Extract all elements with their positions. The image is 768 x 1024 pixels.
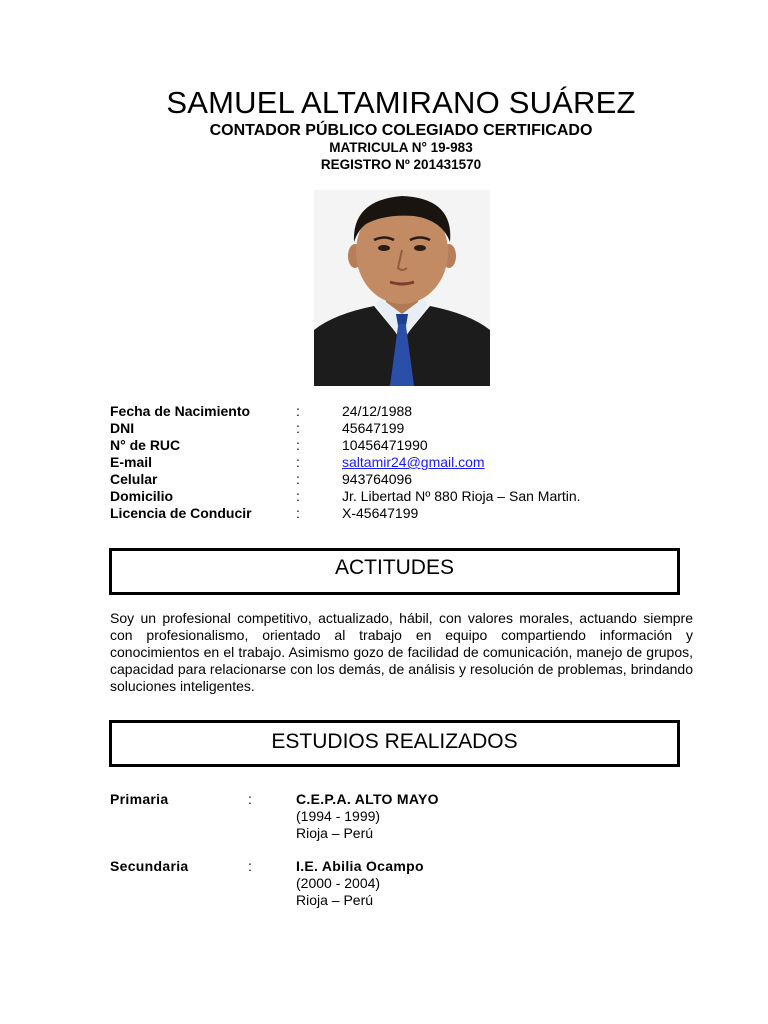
ruc-label: N° de RUC	[110, 437, 181, 453]
study-years: (1994 - 1999)	[296, 808, 381, 824]
phone-value: 943764096	[342, 471, 413, 487]
study-separator: :	[248, 791, 252, 807]
study-school: I.E. Abilia Ocampo	[296, 858, 424, 874]
birthdate-label: Fecha de Nacimiento	[110, 403, 251, 419]
info-separator: :	[296, 420, 300, 436]
ruc-value: 10456471990	[342, 437, 428, 453]
info-separator: :	[296, 454, 300, 470]
study-detail	[296, 791, 656, 842]
info-separator: :	[296, 488, 300, 504]
info-separator: :	[296, 505, 300, 521]
info-separator: :	[296, 437, 300, 453]
actitudes-heading: ACTITUDES	[109, 548, 680, 595]
dni-label: DNI	[110, 420, 135, 436]
info-row-license	[110, 505, 670, 522]
profile-photo	[314, 190, 490, 386]
actitudes-text: Soy un profesional competitivo, actualizado, hábil, con valores morales, actuando siempre con profesionalismo, orientado al trabajo en equipo compartiendo información y conocimientos en el trabajo. Asimismo gozo de facilidad de comunicación, manejo de grupos, capacidad para relacionarse con los demás, de análisis y resolución de problemas, brindando soluciones inteligentes.	[110, 610, 693, 694]
birthdate-value: 24/12/1988	[342, 403, 413, 419]
study-separator: :	[248, 858, 252, 874]
professional-title: CONTADOR PÚBLICO COLEGIADO CERTIFICADO	[209, 122, 593, 139]
study-level: Secundaria	[110, 858, 189, 874]
info-row-phone	[110, 471, 670, 488]
dni-value: 45647199	[342, 420, 405, 436]
study-detail	[296, 858, 656, 909]
info-separator: :	[296, 403, 300, 419]
study-place: Rioja – Perú	[296, 825, 374, 841]
license-value: X-45647199	[342, 505, 419, 521]
email-label: E-mail	[110, 454, 153, 470]
email-link[interactable]: saltamir24@gmail.com	[342, 454, 485, 470]
info-row-address	[110, 488, 670, 505]
phone-label: Celular	[110, 471, 158, 487]
study-years: (2000 - 2004)	[296, 875, 381, 891]
license-label: Licencia de Conducir	[110, 505, 252, 521]
estudios-heading: ESTUDIOS REALIZADOS	[109, 720, 680, 767]
address-label: Domicilio	[110, 488, 174, 504]
info-separator: :	[296, 471, 300, 487]
address-value: Jr. Libertad Nº 880 Rioja – San Martin.	[342, 488, 581, 504]
info-row-email	[110, 454, 670, 471]
info-row-dni	[110, 420, 670, 437]
registro-number: REGISTRO Nº 201431570	[320, 157, 482, 172]
study-place: Rioja – Perú	[296, 892, 374, 908]
info-row-birthdate	[110, 403, 670, 420]
matricula-number: MATRICULA N° 19-983	[329, 140, 473, 155]
info-row-ruc	[110, 437, 670, 454]
candidate-name: SAMUEL ALTAMIRANO SUÁREZ	[166, 85, 636, 120]
study-school: C.E.P.A. ALTO MAYO	[296, 791, 439, 807]
study-level: Primaria	[110, 791, 169, 807]
personal-info-list	[110, 403, 670, 522]
